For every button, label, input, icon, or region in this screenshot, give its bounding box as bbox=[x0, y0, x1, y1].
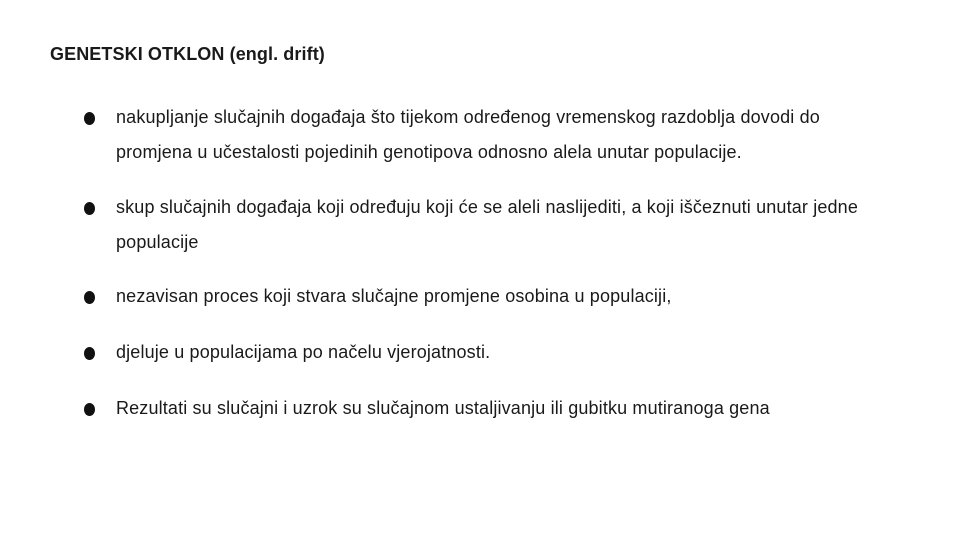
bullet-dot-icon bbox=[84, 403, 95, 416]
bullet-dot-icon bbox=[84, 112, 95, 125]
bullet-dot-icon bbox=[84, 347, 95, 360]
slide-title: GENETSKI OTKLON (engl. drift) bbox=[50, 44, 325, 64]
bullet-text: nezavisan proces koji stvara slučajne promjene osobina u populaciji, bbox=[116, 286, 672, 306]
bullet-text: nakupljanje slučajnih događaja što tijekom određenog vremenskog razdoblja dovodi do promjena u učestalosti pojedinih genotipova odnosno alela unutar populacije. bbox=[116, 107, 820, 162]
bullet-dot-icon bbox=[84, 202, 95, 215]
bullet-text: skup slučajnih događaja koji određuju koji će se aleli naslijediti, a koji iščeznuti unutar jedne populacije bbox=[116, 197, 858, 252]
bullet-text: Rezultati su slučajni i uzrok su slučajnom ustaljivanju ili gubitku mutiranoga gena bbox=[116, 398, 770, 418]
bullet-text: djeluje u populacijama po načelu vjerojatnosti. bbox=[116, 342, 491, 362]
bullet-dot-icon bbox=[84, 291, 95, 304]
